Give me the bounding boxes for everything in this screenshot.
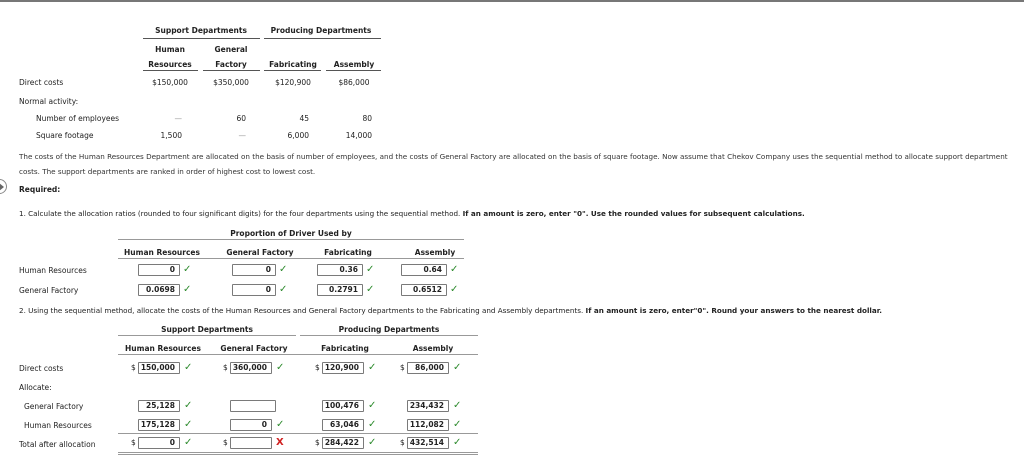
q2-total-asm-check: ✓ bbox=[453, 437, 462, 448]
q2-gf-asm-check: ✓ bbox=[453, 400, 462, 411]
q2-total-hr-input[interactable]: 0 bbox=[138, 437, 180, 449]
q2-col-gf: General Factory bbox=[220, 344, 288, 353]
expand-arrow-button[interactable] bbox=[0, 179, 7, 194]
q2-col-fab: Fabricating bbox=[321, 344, 369, 353]
q2-instruction bbox=[19, 306, 882, 315]
col-asm: Assembly bbox=[333, 60, 375, 69]
q2-gf-asm-input[interactable]: 234,432 bbox=[407, 400, 449, 412]
q2-total-gf-incorrect: X bbox=[276, 437, 284, 448]
direct-costs-fab: $120,900 bbox=[275, 78, 311, 87]
q2-total-fab-currency: $ bbox=[315, 438, 320, 447]
q1-table-title: Proportion of Driver Used by bbox=[230, 229, 352, 238]
q2-direct-gf-check: ✓ bbox=[276, 362, 285, 373]
q2-row-label-direct: Direct costs bbox=[19, 364, 64, 373]
q2-row-label-allocate: Allocate: bbox=[19, 383, 52, 392]
q2-total-fab-input[interactable]: 284,422 bbox=[322, 437, 364, 449]
employees-gf: 60 bbox=[236, 114, 246, 123]
q2-direct-asm-currency: $ bbox=[400, 363, 405, 372]
q1-hr-fab-input[interactable]: 0.36 bbox=[317, 264, 363, 276]
q2-total-fab-check: ✓ bbox=[368, 437, 377, 448]
row-label-normal-activity: Normal activity: bbox=[19, 97, 79, 106]
row-label-square-footage: Square footage bbox=[36, 131, 94, 140]
q2-text: 2. Using the sequential method, allocate the costs of the Human Resources and General Factory departments to the Fabricating and Assembly departments. bbox=[19, 306, 584, 315]
sqft-asm: 14,000 bbox=[345, 131, 372, 140]
sqft-gf: — bbox=[238, 131, 246, 140]
q2-hr-fab-input[interactable]: 63,046 bbox=[322, 419, 364, 431]
q2-hr-fab-check: ✓ bbox=[368, 419, 377, 430]
q2-group-support: Support Departments bbox=[161, 325, 253, 334]
q1-text: 1. Calculate the allocation ratios (rounded to four significant digits) for the four departments using the sequential method. bbox=[19, 209, 461, 218]
q2-direct-fab-input[interactable]: 120,900 bbox=[322, 362, 364, 374]
problem-paragraph-line2: costs. The support departments are ranked in order of highest cost to lowest cost. bbox=[19, 167, 316, 176]
row-label-employees: Number of employees bbox=[36, 114, 120, 123]
q2-total-hr-check: ✓ bbox=[184, 437, 193, 448]
q1-col-gf: General Factory bbox=[226, 248, 294, 257]
q2-direct-hr-input[interactable]: 150,000 bbox=[138, 362, 180, 374]
q2-total-hr-currency: $ bbox=[131, 438, 136, 447]
q1-gf-gf-input[interactable]: 0 bbox=[232, 284, 276, 296]
q2-row-label-gf: General Factory bbox=[24, 402, 84, 411]
q2-gf-gf-input[interactable] bbox=[230, 400, 276, 412]
top-divider bbox=[0, 0, 1024, 2]
q2-hr-asm-check: ✓ bbox=[453, 419, 462, 430]
q2-row-label-hr: Human Resources bbox=[24, 421, 92, 430]
q2-direct-asm-input[interactable]: 86,000 bbox=[407, 362, 449, 374]
group-header-producing: Producing Departments bbox=[270, 26, 372, 35]
q1-gf-asm-check: ✓ bbox=[450, 284, 459, 295]
q2-hr-hr-input[interactable]: 175,128 bbox=[138, 419, 180, 431]
q2-direct-gf-currency: $ bbox=[223, 363, 228, 372]
q1-col-fab: Fabricating bbox=[324, 248, 372, 257]
q1-hr-asm-check: ✓ bbox=[450, 264, 459, 275]
q2-gf-hr-input[interactable]: 25,128 bbox=[138, 400, 180, 412]
q2-total-gf-currency: $ bbox=[223, 438, 228, 447]
q2-direct-hr-check: ✓ bbox=[184, 362, 193, 373]
row-label-direct-costs: Direct costs bbox=[19, 78, 64, 87]
q1-instruction bbox=[19, 209, 805, 218]
col-hr-line2: Resources bbox=[148, 60, 192, 69]
q2-total-asm-currency: $ bbox=[400, 438, 405, 447]
q2-gf-hr-check: ✓ bbox=[184, 400, 193, 411]
q2-hr-hr-check: ✓ bbox=[184, 419, 193, 430]
employees-hr: — bbox=[174, 114, 182, 123]
q2-gf-fab-input[interactable]: 100,476 bbox=[322, 400, 364, 412]
col-gf-line2: Factory bbox=[215, 60, 247, 69]
q1-hr-hr-check: ✓ bbox=[183, 264, 192, 275]
q2-direct-fab-currency: $ bbox=[315, 363, 320, 372]
q1-hr-asm-input[interactable]: 0.64 bbox=[401, 264, 447, 276]
q2-hr-gf-check: ✓ bbox=[276, 419, 285, 430]
sqft-hr: 1,500 bbox=[160, 131, 182, 140]
q2-gf-fab-check: ✓ bbox=[368, 400, 377, 411]
q1-gf-hr-check: ✓ bbox=[183, 284, 192, 295]
q1-text-bold: If an amount is zero, enter "0". Use the rounded values for subsequent calculations. bbox=[462, 209, 805, 218]
q2-hr-gf-input[interactable]: 0 bbox=[230, 419, 272, 431]
q2-direct-gf-input[interactable]: 360,000 bbox=[230, 362, 272, 374]
q2-direct-fab-check: ✓ bbox=[368, 362, 377, 373]
employees-fab: 45 bbox=[299, 114, 309, 123]
q2-row-label-total: Total after allocation bbox=[19, 440, 96, 449]
chevron-right-icon bbox=[0, 183, 4, 191]
q2-text-bold: If an amount is zero, enter"0". Round your answers to the nearest dollar. bbox=[585, 306, 882, 315]
q1-hr-gf-check: ✓ bbox=[279, 264, 288, 275]
q2-total-gf-input[interactable] bbox=[230, 437, 272, 449]
col-fab: Fabricating bbox=[269, 60, 317, 69]
problem-paragraph-line1: The costs of the Human Resources Department are allocated on the basis of number of employees, and the costs of General Factory are allocated on the basis of square footage. Now assume that Chekov Company uses the sequential method to allocate support department bbox=[19, 152, 1008, 161]
direct-costs-hr: $150,000 bbox=[152, 78, 188, 87]
q1-hr-gf-input[interactable]: 0 bbox=[232, 264, 276, 276]
sqft-fab: 6,000 bbox=[287, 131, 309, 140]
q1-gf-asm-input[interactable]: 0.6512 bbox=[401, 284, 447, 296]
q1-row-label-hr: Human Resources bbox=[19, 266, 87, 275]
q2-direct-asm-check: ✓ bbox=[453, 362, 462, 373]
q2-group-producing: Producing Departments bbox=[338, 325, 440, 334]
q1-hr-fab-check: ✓ bbox=[366, 264, 375, 275]
q2-col-asm: Assembly bbox=[412, 344, 454, 353]
q2-total-asm-input[interactable]: 432,514 bbox=[407, 437, 449, 449]
group-header-support: Support Departments bbox=[155, 26, 247, 35]
q2-col-hr: Human Resources bbox=[125, 344, 201, 353]
required-heading: Required: bbox=[19, 185, 61, 194]
q1-row-label-gf: General Factory bbox=[19, 286, 79, 295]
q1-gf-fab-check: ✓ bbox=[366, 284, 375, 295]
col-hr-line1: Human bbox=[155, 45, 185, 54]
direct-costs-asm: $86,000 bbox=[338, 78, 370, 87]
q1-col-asm: Assembly bbox=[414, 248, 456, 257]
q1-gf-hr-input[interactable]: 0.0698 bbox=[138, 284, 180, 296]
direct-costs-gf: $350,000 bbox=[213, 78, 249, 87]
q1-hr-hr-input[interactable]: 0 bbox=[138, 264, 180, 276]
q2-hr-asm-input[interactable]: 112,082 bbox=[407, 419, 449, 431]
q1-gf-fab-input[interactable]: 0.2791 bbox=[317, 284, 363, 296]
q1-gf-gf-check: ✓ bbox=[279, 284, 288, 295]
employees-asm: 80 bbox=[362, 114, 372, 123]
q1-col-hr: Human Resources bbox=[124, 248, 200, 257]
col-gf-line1: General bbox=[214, 45, 248, 54]
q2-direct-hr-currency: $ bbox=[131, 363, 136, 372]
